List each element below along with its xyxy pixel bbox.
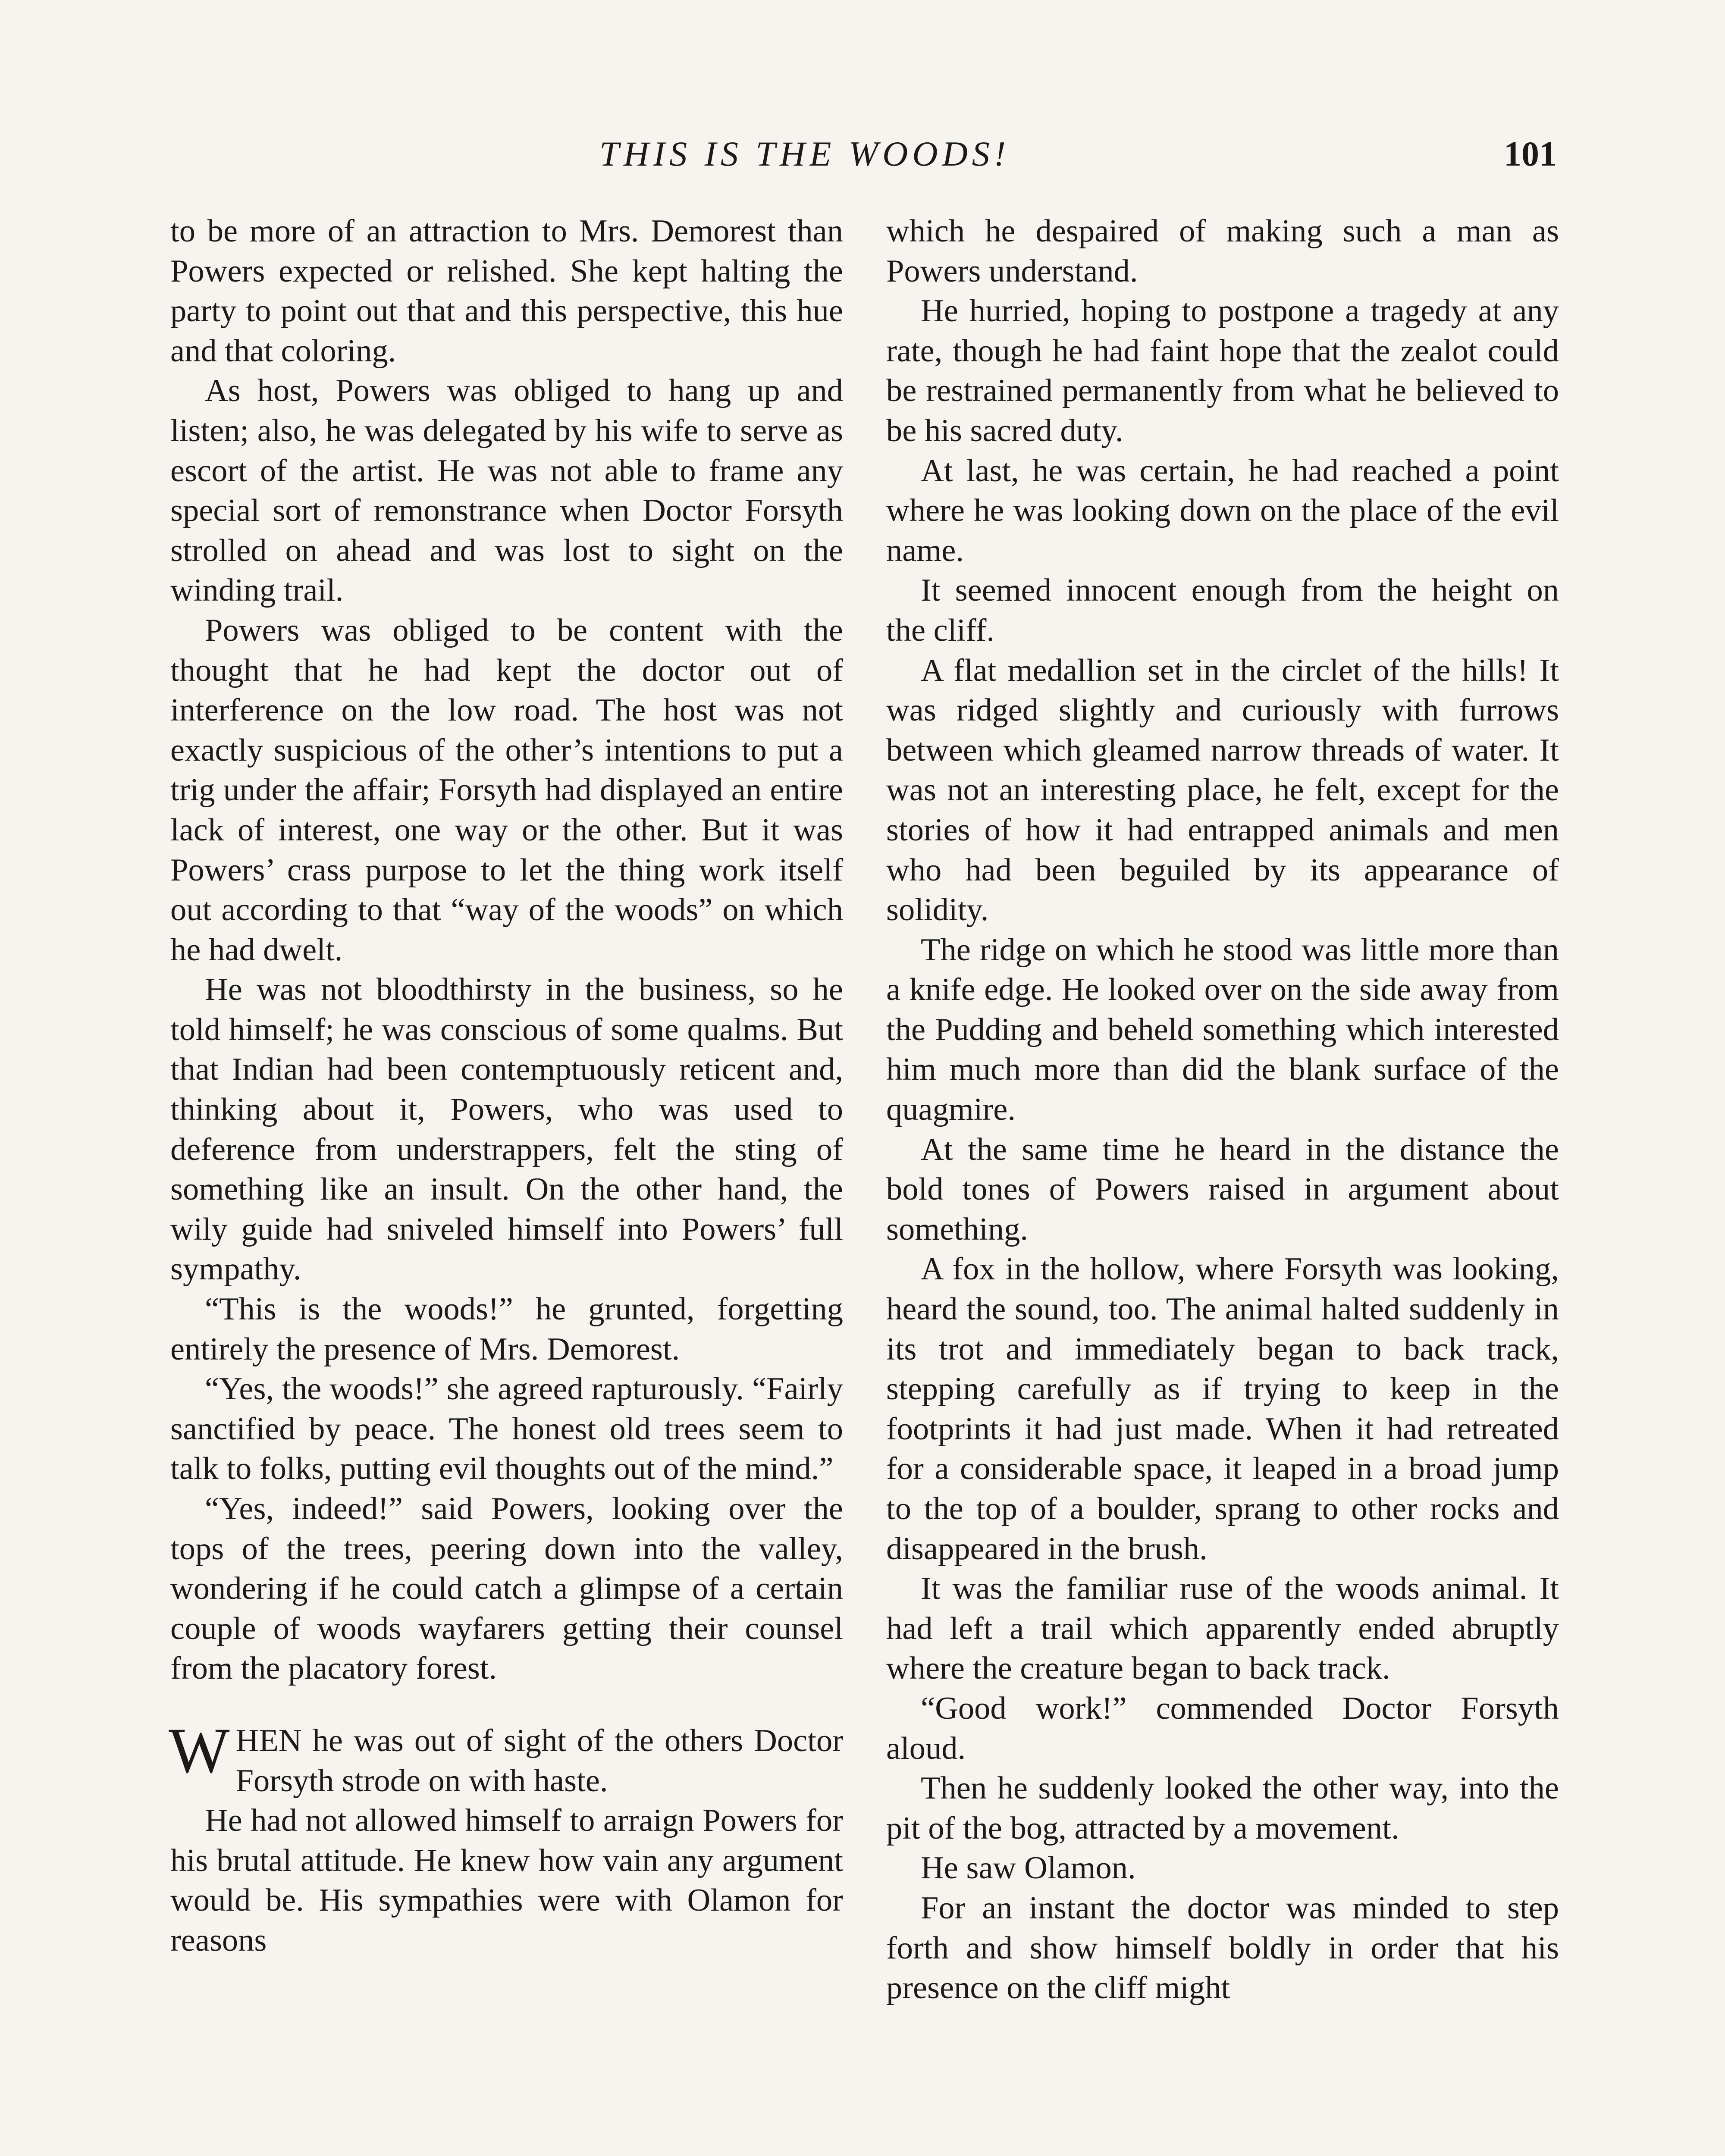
paragraph: The ridge on which he stood was little more than a knife edge. He looked over on the side away from the Pudding and beheld something which interested him much more than did the blank surface of the quagmire. bbox=[886, 932, 1559, 1128]
paragraph: For an instant the doctor was minded to step forth and show himself boldly in order that his presence on the cliff might bbox=[886, 1890, 1559, 2006]
section-break bbox=[170, 1689, 843, 1721]
paragraph: “Good work!” commended Doctor Forsyth aloud. bbox=[886, 1690, 1559, 1766]
paragraph: A fox in the hollow, where Forsyth was looking, heard the sound, too. The animal halted suddenly in its trot and immediately began to back track, stepping carefully as if trying to keep in the footprints it had just made. When it had retreated for a considerable space, it leaped in a broad jump to the top of a boulder, sprang to other rocks and disappeared in the brush. bbox=[886, 1251, 1559, 1567]
paragraph: “Yes, the woods!” she agreed rapturously. “Fairly sanctified by peace. The honest old trees seem to talk to folks, putting evil thoughts out of the mind.” bbox=[170, 1371, 843, 1487]
paragraph: As host, Powers was obliged to hang up and listen; also, he was delegated by his wife to serve as escort of the artist. He was not able to frame any special sort of remonstrance when Doctor Forsyth strolled on ahead and was lost to sight on the winding trail. bbox=[170, 373, 843, 608]
left-column bbox=[170, 211, 843, 1961]
paragraph: At the same time he heard in the distance the bold tones of Powers raised in argument about something. bbox=[886, 1131, 1559, 1247]
paragraph: He was not bloodthirsty in the business, so he told himself; he was conscious of some qualms. But that Indian had been contemptuously reticent and, thinking about it, Powers, who was used to deference from understrappers, felt the sting of something like an insult. On the other hand, the wily guide had sniveled himself into Powers’ full sympathy. bbox=[170, 972, 843, 1287]
paragraph: He had not allowed himself to arraign Powers for his brutal attitude. He knew how vain any argument would be. His sympathies were with Olamon for reasons bbox=[170, 1803, 843, 1958]
paragraph: At last, he was certain, he had reached a point where he was looking down on the place of the evil name. bbox=[886, 453, 1559, 568]
right-column bbox=[886, 211, 1559, 2008]
drop-cap: W bbox=[169, 1714, 230, 1786]
running-head bbox=[0, 134, 1725, 185]
page-number: 101 bbox=[1504, 134, 1557, 173]
paragraph: He hurried, hoping to postpone a tragedy at any rate, though he had faint hope that the zealot could be restrained permanently from what he believed to be his sacred duty. bbox=[886, 293, 1559, 448]
paragraph: “Yes, indeed!” said Powers, looking over the tops of the trees, peering down into the valley, wondering if he could catch a glimpse of a certain couple of woods wayfarers getting their counsel from the placatory forest. bbox=[170, 1491, 843, 1686]
paragraph: He saw Olamon. bbox=[921, 1850, 1136, 1886]
section-opening-text: HEN he was out of sight of the others Doctor Forsyth strode on with haste. bbox=[235, 1723, 843, 1799]
paragraph: which he despaired of making such a man as Powers understand. bbox=[886, 213, 1559, 289]
paragraph: Then he suddenly looked the other way, into the pit of the bog, attracted by a movement. bbox=[886, 1771, 1559, 1846]
paragraph: “This is the woods!” he grunted, forgetting entirely the presence of Mrs. Demorest. bbox=[170, 1291, 843, 1367]
paragraph: A flat medallion set in the circlet of the hills! It was ridged slightly and curiously with furrows between which gleamed narrow threads of water. It was not an interesting place, he felt, except for the stories of how it had entrapped animals and men who had been beguiled by its appearance of solidity. bbox=[886, 652, 1559, 928]
paragraph: Powers was obliged to be content with the thought that he had kept the doctor out of interference on the low road. The host was not exactly suspicious of the other’s intentions to put a trig under the affair; Forsyth had displayed an entire lack of interest, one way or the other. But it was Powers’ crass purpose to let the thing work itself out according to that “way of the woods” on which he had dwelt. bbox=[170, 612, 843, 968]
paragraph: to be more of an attraction to Mrs. Demorest than Powers expected or relished. She kept halting the party to point out that and this perspective, this hue and that coloring. bbox=[170, 213, 843, 369]
paragraph: It was the familiar ruse of the woods animal. It had left a trail which apparently ended abruptly where the creature began to back track. bbox=[886, 1571, 1559, 1686]
running-title: THIS IS THE WOODS! bbox=[599, 134, 1010, 173]
paragraph: It seemed innocent enough from the height on the cliff. bbox=[886, 573, 1559, 648]
section-opening-paragraph bbox=[169, 1714, 843, 1801]
